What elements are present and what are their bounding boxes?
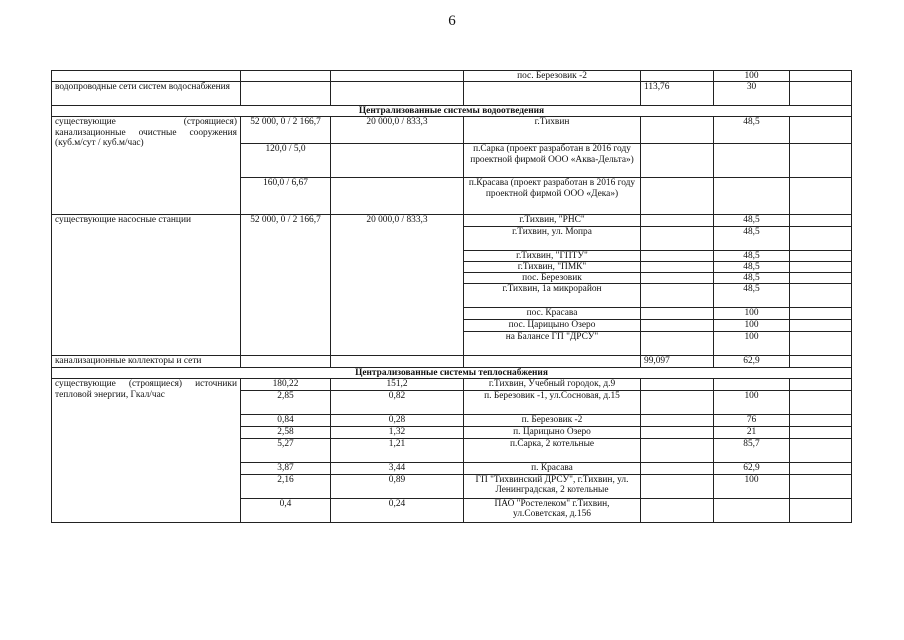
wear-cell: 100 — [714, 474, 790, 498]
wear-cell — [714, 498, 790, 522]
load-cell: 3,44 — [331, 463, 464, 474]
table-row — [52, 379, 852, 391]
length-cell — [641, 144, 714, 178]
length-cell — [641, 474, 714, 498]
wear-cell: 62,9 — [714, 356, 790, 368]
location-cell: пос. Красава — [464, 308, 641, 320]
note-cell — [790, 498, 852, 522]
wear-cell: 48,5 — [714, 273, 790, 284]
length-cell: 113,76 — [641, 82, 714, 106]
load-cell: 0,89 — [331, 474, 464, 498]
location-cell: г.Тихвин, 1а микрорайон — [464, 284, 641, 308]
location-cell: пос. Березовик -2 — [464, 71, 641, 82]
load-cell: 1,21 — [331, 439, 464, 463]
location-cell: п.Красава (проект разработан в 2016 году проектной фирмой ООО «Дека») — [464, 178, 641, 215]
location-cell: г.Тихвин, ул. Мопра — [464, 226, 641, 250]
note-cell — [790, 82, 852, 106]
note-cell — [790, 284, 852, 308]
location-cell: п. Березовик -1, ул.Сосновая, д.15 — [464, 391, 641, 415]
section-header-row — [52, 368, 852, 379]
wear-cell: 76 — [714, 415, 790, 427]
note-cell — [790, 226, 852, 250]
capacity-cell: 120,0 / 5,0 — [241, 144, 331, 178]
length-cell — [641, 439, 714, 463]
note-cell — [790, 427, 852, 439]
wear-cell — [714, 144, 790, 178]
length-cell — [641, 71, 714, 82]
note-cell — [790, 178, 852, 215]
length-cell — [641, 215, 714, 226]
location-cell: пос. Березовик — [464, 273, 641, 284]
table-row — [52, 117, 852, 144]
section-title: Централизованные системы теплоснабжения — [52, 368, 852, 379]
note-cell — [790, 71, 852, 82]
location-cell — [464, 356, 641, 368]
wear-cell: 100 — [714, 71, 790, 82]
location-cell: ГП "Тихвинский ДРСУ", г.Тихвин, ул. Ленинградская, 2 котельные — [464, 474, 641, 498]
load-cell: 0,28 — [331, 415, 464, 427]
wear-cell: 48,5 — [714, 226, 790, 250]
location-cell: п.Сарка, 2 котельные — [464, 439, 641, 463]
load-cell — [331, 71, 464, 82]
note-cell — [790, 415, 852, 427]
capacity-cell: 52 000, 0 / 2 166,7 — [241, 215, 331, 356]
length-cell — [641, 273, 714, 284]
note-cell — [790, 215, 852, 226]
infrastructure-table — [51, 70, 852, 523]
capacity-cell — [241, 356, 331, 368]
note-cell — [790, 463, 852, 474]
note-cell — [790, 144, 852, 178]
location-cell: п.Сарка (проект разработан в 2016 году проектной фирмой ООО «Аква-Дельта») — [464, 144, 641, 178]
note-cell — [790, 261, 852, 272]
location-cell: г.Тихвин, "РНС" — [464, 215, 641, 226]
note-cell — [790, 439, 852, 463]
load-cell: 151,2 — [331, 379, 464, 391]
length-cell: 99,097 — [641, 356, 714, 368]
location-cell: п. Красава — [464, 463, 641, 474]
load-cell: 20 000,0 / 833,3 — [331, 215, 464, 356]
length-cell — [641, 379, 714, 391]
location-cell: ПАО "Ростелеком" г.Тихвин, ул.Советская, д.156 — [464, 498, 641, 522]
length-cell — [641, 463, 714, 474]
indicator-cell: существующие (строящиеся) источники тепловой энергии, Гкал/час — [52, 379, 241, 522]
length-cell — [641, 427, 714, 439]
capacity-cell: 160,0 / 6,67 — [241, 178, 331, 215]
note-cell — [790, 250, 852, 261]
location-cell: пос. Царицыно Озеро — [464, 320, 641, 332]
length-cell — [641, 332, 714, 356]
length-cell — [641, 391, 714, 415]
capacity-cell: 0,84 — [241, 415, 331, 427]
wear-cell: 48,5 — [714, 284, 790, 308]
table-row — [52, 356, 852, 368]
wear-cell: 100 — [714, 320, 790, 332]
wear-cell: 100 — [714, 391, 790, 415]
note-cell — [790, 320, 852, 332]
wear-cell: 30 — [714, 82, 790, 106]
capacity-cell: 3,87 — [241, 463, 331, 474]
wear-cell: 100 — [714, 308, 790, 320]
indicator-cell — [52, 71, 241, 82]
capacity-cell: 180,22 — [241, 379, 331, 391]
capacity-cell: 5,27 — [241, 439, 331, 463]
length-cell — [641, 284, 714, 308]
length-cell — [641, 415, 714, 427]
location-cell: г.Тихвин — [464, 117, 641, 144]
wear-cell — [714, 379, 790, 391]
wear-cell: 85,7 — [714, 439, 790, 463]
location-cell: г.Тихвин, "ПМК" — [464, 261, 641, 272]
note-cell — [790, 308, 852, 320]
indicator-cell: существующие (строящиеся) канализационные очистные сооружения (куб.м/сут / куб.м/час) — [52, 117, 241, 215]
wear-cell: 21 — [714, 427, 790, 439]
load-cell: 0,24 — [331, 498, 464, 522]
wear-cell: 62,9 — [714, 463, 790, 474]
note-cell — [790, 273, 852, 284]
capacity-cell: 2,58 — [241, 427, 331, 439]
wear-cell: 100 — [714, 332, 790, 356]
location-cell: г.Тихвин, "ГПТУ" — [464, 250, 641, 261]
capacity-cell: 2,85 — [241, 391, 331, 415]
length-cell — [641, 308, 714, 320]
load-cell: 20 000,0 / 833,3 — [331, 117, 464, 144]
note-cell — [790, 332, 852, 356]
indicator-cell: существующие насосные станции — [52, 215, 241, 356]
wear-cell — [714, 178, 790, 215]
note-cell — [790, 379, 852, 391]
load-cell — [331, 144, 464, 178]
indicator-cell: водопроводные сети систем водоснабжения — [52, 82, 241, 106]
wear-cell: 48,5 — [714, 215, 790, 226]
location-cell: п. Царицыно Озеро — [464, 427, 641, 439]
load-cell: 0,82 — [331, 391, 464, 415]
location-cell: на Балансе ГП "ДРСУ" — [464, 332, 641, 356]
note-cell — [790, 391, 852, 415]
length-cell — [641, 117, 714, 144]
length-cell — [641, 320, 714, 332]
table-row — [52, 71, 852, 82]
capacity-cell: 52 000, 0 / 2 166,7 — [241, 117, 331, 144]
load-cell: 1,32 — [331, 427, 464, 439]
length-cell — [641, 498, 714, 522]
load-cell — [331, 178, 464, 215]
section-header-row — [52, 106, 852, 117]
capacity-cell — [241, 71, 331, 82]
length-cell — [641, 226, 714, 250]
capacity-cell — [241, 82, 331, 106]
location-cell: г.Тихвин, Учебный городок, д.9 — [464, 379, 641, 391]
length-cell — [641, 250, 714, 261]
load-cell — [331, 356, 464, 368]
wear-cell: 48,5 — [714, 117, 790, 144]
note-cell — [790, 356, 852, 368]
section-title: Централизованные системы водоотведения — [52, 106, 852, 117]
table-row — [52, 215, 852, 226]
length-cell — [641, 261, 714, 272]
wear-cell: 48,5 — [714, 261, 790, 272]
note-cell — [790, 474, 852, 498]
location-cell — [464, 82, 641, 106]
capacity-cell: 0,4 — [241, 498, 331, 522]
note-cell — [790, 117, 852, 144]
length-cell — [641, 178, 714, 215]
capacity-cell: 2,16 — [241, 474, 331, 498]
page-number: 6 — [448, 13, 456, 29]
table-row — [52, 82, 852, 106]
load-cell — [331, 82, 464, 106]
location-cell: п. Березовик -2 — [464, 415, 641, 427]
wear-cell: 48,5 — [714, 250, 790, 261]
indicator-cell: канализационные коллекторы и сети — [52, 356, 241, 368]
